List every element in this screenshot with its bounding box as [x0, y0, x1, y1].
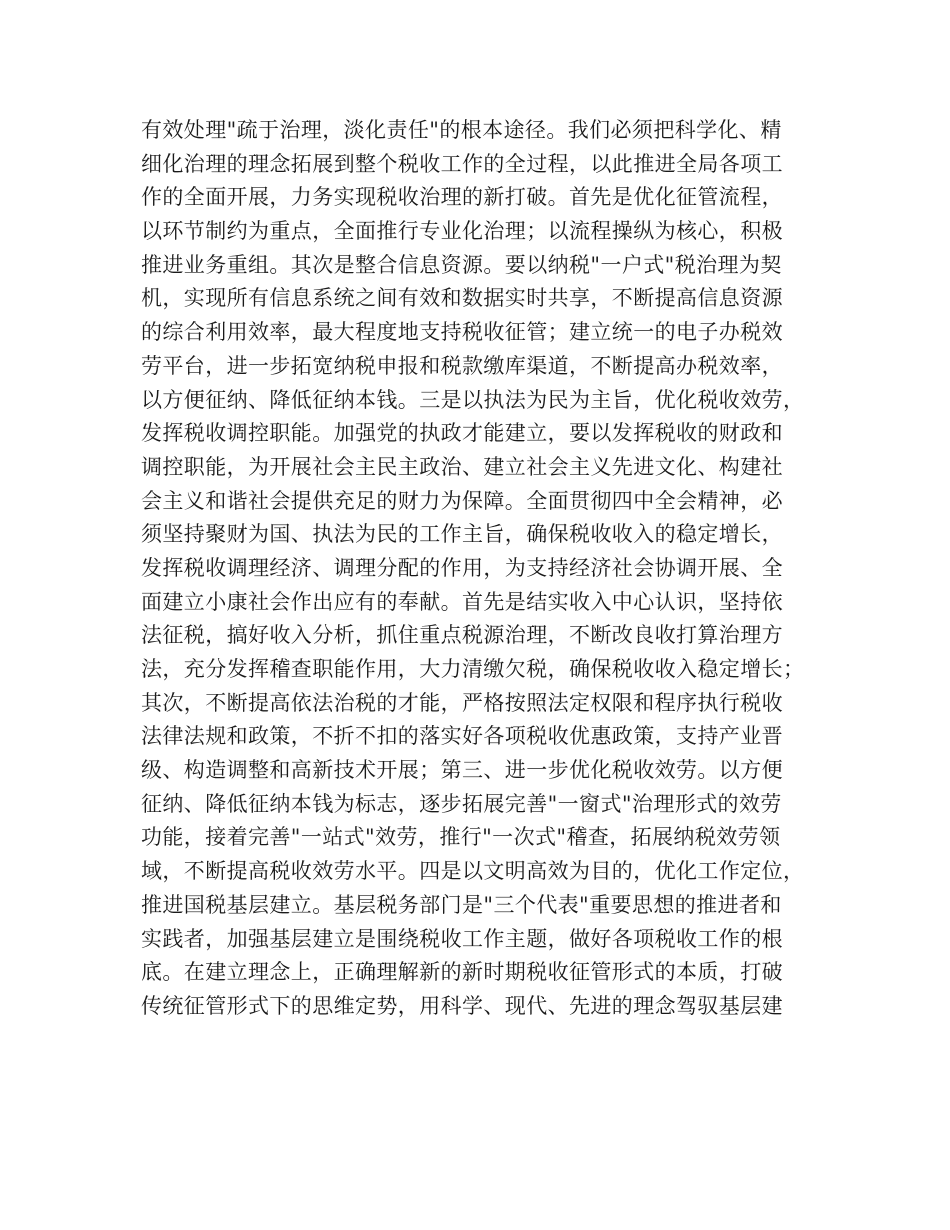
text-line: 的综合利用效率，最大程度地支持税收征管；建立统一的电子办税效	[141, 320, 783, 345]
text-line: 级、构造调整和高新技术开展；第三、进一步优化税收效劳。以方便	[141, 758, 783, 783]
text-line: 发挥税收调控职能。加强党的执政才能建立，要以发挥税收的财政和	[141, 421, 783, 446]
text-line: 须坚持聚财为国、执法为民的工作主旨，确保税收收入的稳定增长，	[141, 522, 783, 547]
text-line: 传统征管形式下的思维定势，用科学、现代、先进的理念驾驭基层建	[141, 993, 783, 1018]
text-line: 以环节制约为重点，全面推行专业化治理；以流程操纵为核心，积极	[141, 219, 783, 244]
text-line: 发挥税收调理经济、调理分配的作用，为支持经济社会协调开展、全	[141, 555, 783, 580]
text-line: 实践者，加强基层建立是围绕税收工作主题，做好各项税收工作的根	[141, 926, 783, 951]
text-line: 其次，不断提高依法治税的才能，严格按照法定权限和程序执行税收	[141, 690, 783, 715]
text-line: 劳平台，进一步拓宽纳税申报和税款缴库渠道，不断提高办税效率，	[141, 353, 783, 378]
text-line: 推进国税基层建立。基层税务部门是"三个代表"重要思想的推进者和	[141, 892, 782, 917]
text-line: 以方便征纳、降低征纳本钱。三是以执法为民为主旨，优化税收效劳，	[141, 387, 805, 412]
text-line: 面建立小康社会作出应有的奉献。首先是结实收入中心认识，坚持依	[141, 589, 783, 614]
text-line: 会主义和谐社会提供充足的财力为保障。全面贯彻四中全会精神，必	[141, 488, 783, 513]
text-line: 推进业务重组。其次是整合信息资源。要以纳税"一户式"税治理为契	[141, 252, 782, 277]
text-line: 作的全面开展，力务实现税收治理的新打破。首先是优化征管流程，	[141, 185, 783, 210]
text-line: 域，不断提高税收效劳水平。四是以文明高效为目的，优化工作定位，	[141, 859, 805, 884]
text-line: 有效处理"疏于治理，淡化责任"的根本途径。我们必须把科学化、精	[141, 118, 782, 142]
text-line: 底。在建立理念上，正确理解新的新时期税收征管形式的本质，打破	[141, 960, 783, 985]
text-line: 征纳、降低征纳本钱为标志，逐步拓展完善"一窗式"治理形式的效劳	[141, 791, 782, 816]
body-text	[141, 114, 841, 1024]
text-line: 机，实现所有信息系统之间有效和数据实时共享，不断提高信息资源	[141, 286, 783, 311]
text-line: 调控职能，为开展社会主民主政治、建立社会主义先进文化、构建社	[141, 454, 783, 479]
text-line: 法，充分发挥稽查职能作用，大力清缴欠税，确保税收收入稳定增长；	[141, 657, 805, 681]
text-line: 细化治理的理念拓展到整个税收工作的全过程，以此推进全局各项工	[141, 151, 783, 176]
text-line: 法征税，搞好收入分析，抓住重点税源治理，不断改良收打算治理方	[141, 623, 783, 648]
text-line: 功能，接着完善"一站式"效劳，推行"一次式"稽查，拓展纳税效劳领	[141, 825, 781, 850]
text-line: 法律法规和政策，不折不扣的落实好各项税收优惠政策，支持产业晋	[141, 724, 783, 749]
